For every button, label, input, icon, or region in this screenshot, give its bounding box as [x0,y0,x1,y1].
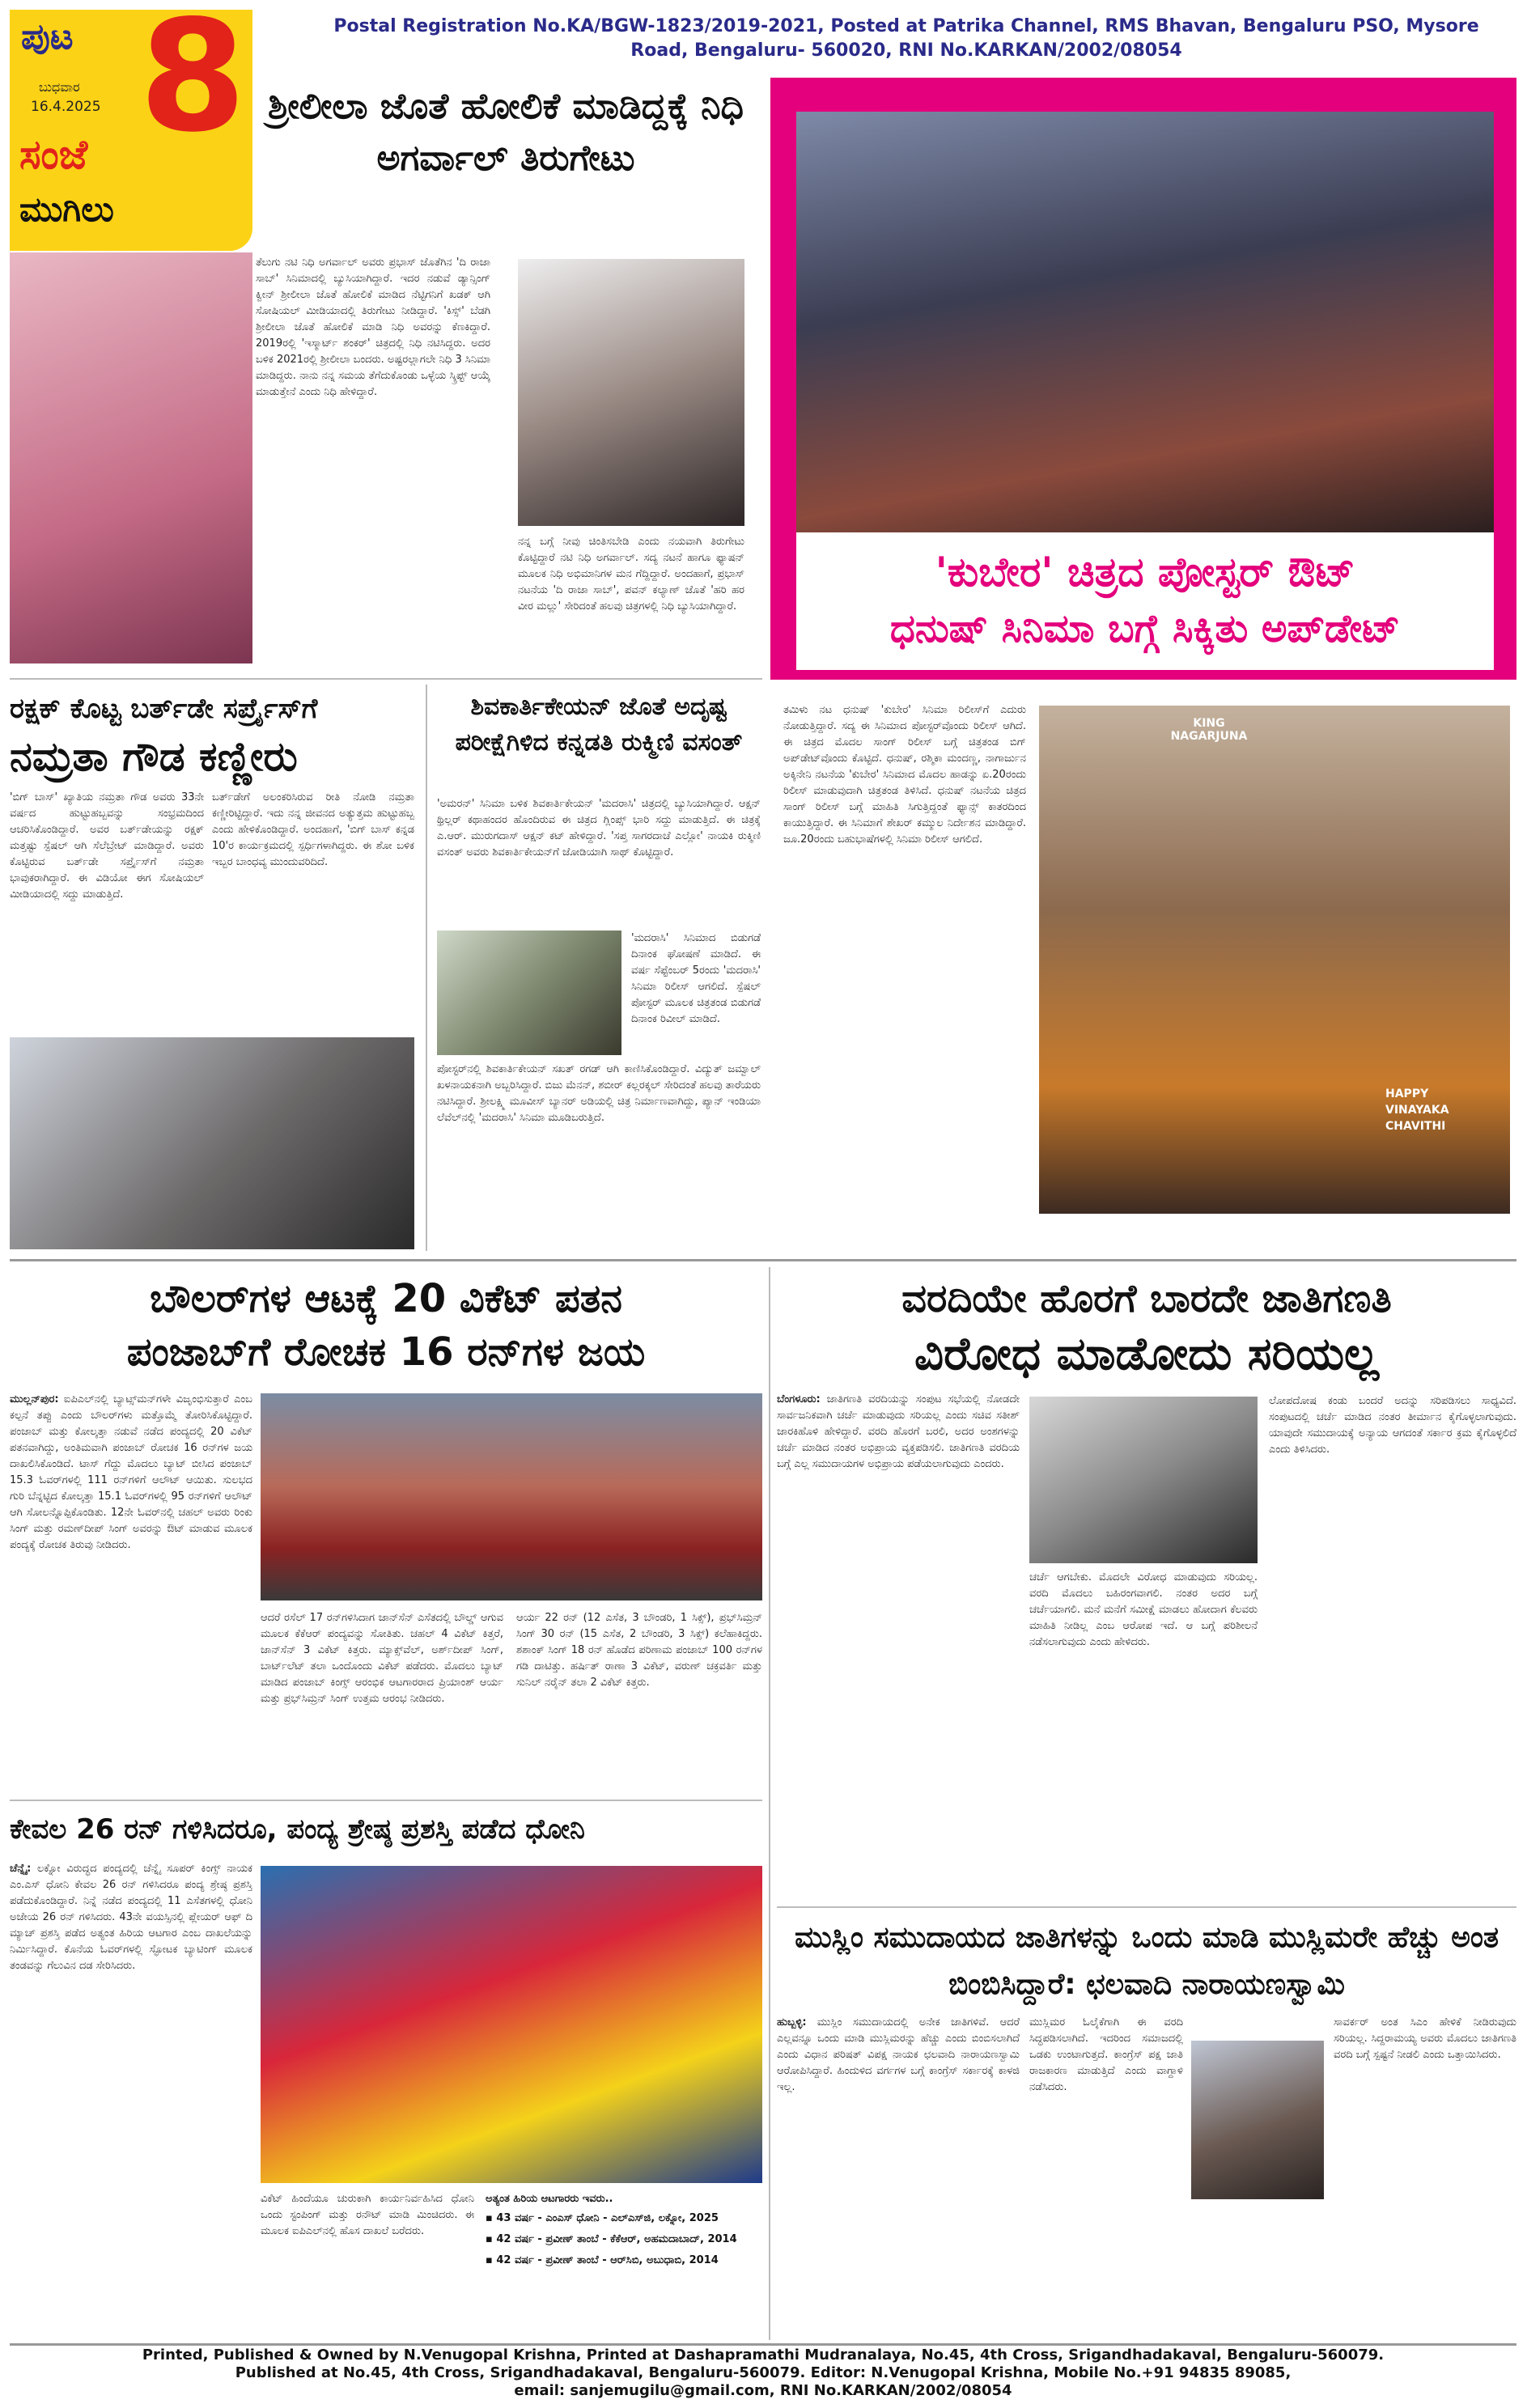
punjab-body-col1 [10,1392,252,1788]
sreeleela-body-col1: ತೆಲುಗು ನಟಿ ನಿಧಿ ಅಗರ್ವಾಲ್ ಅವರು ಪ್ರಭಾಸ್ ಜೊತೆಗಿನ 'ದಿ ರಾಜಾ ಸಾಬ್' ಸಿನಿಮಾದಲ್ಲಿ ಬ್ಯುಸಿಯಾಗಿದ್ದಾರೆ. ಇದರ ನಡುವೆ ಡ್ಯಾನ್ಸಿಂಗ್ ಕ್ವೀನ್ ಶ್ರೀಲೀಲಾ ಜೊತೆ ಹೋಲಿಕೆ ಮಾಡಿದ ನೆಟ್ಟಿಗನಿಗೆ ಖಡಕ್ ಆಗಿ ಸೋಷಿಯಲ್ ಮೀಡಿಯಾದಲ್ಲಿ ತಿರುಗೇಟು ನೀಡಿದ್ದಾರೆ. 'ಕಿಸ್ಸ್' ಬೆಡಗಿ ಶ್ರೀಲೀಲಾ ಜೊತೆ ಹೋಲಿಕೆ ಮಾಡಿ ನಿಧಿ ಅವರನ್ನು ಕೆಣಕಿದ್ದಾರೆ. 2019ರಲ್ಲಿ 'ಇಸ್ಮಾರ್ಟ್ ಶಂಕರ್' ಚಿತ್ರದಲ್ಲಿ ನಿಧಿ ನಟಿಸಿದ್ದರು. ಅದರ ಬಳಿಕ 2021ರಲ್ಲಿ ಶ್ರೀಲೀಲಾ ಬಂದರು. ಅಷ್ಟರಲ್ಲಾಗಲೇ ನಿಧಿ 3 ಸಿನಿಮಾ ಮಾಡಿದ್ದರು. ನಾನು ನನ್ನ ಸಮಯ ತೆಗೆದುಕೊಂಡು ಒಳ್ಳೆಯ ಸ್ಕ್ರಿಪ್ಟ್ ಆಯ್ಕೆ ಮಾಡುತ್ತೇನೆ ಎಂದು ನಿಧಿ ಹೇಳಿದ್ದಾರೆ. [256,256,490,398]
namratha-photo [10,1037,414,1249]
kubera-headline-1: 'ಕುಬೇರ' ಚಿತ್ರದ ಪೋಸ್ಟರ್ ಔಟ್ [935,549,1355,596]
paper-name-1: ಸಂಜೆ [19,131,88,178]
punjab-photo [261,1393,762,1600]
namratha-body-col2: ಬರ್ತ್‌ಡೇಗೆ ಅಲಂಕರಿಸಿರುವ ರೀತಿ ನೋಡಿ ನಮ್ರತಾ ಕಣ್ಣೀರಿಟ್ಟಿದ್ದಾರೆ. ಇದು ನನ್ನ ಜೀವನದ ಅತ್ಯುತ್ತಮ ಹುಟ್ಟುಹಬ್ಬ ಎಂದು ಹೇಳಿಕೊಂಡಿದ್ದಾರೆ. ಅಂದಹಾಗೆ, 'ಬಿಗ್ ಬಾಸ್ ಕನ್ನಡ 10'ರ ಕಾರ್ಯಕ್ರಮದಲ್ಲಿ ಸ್ಪರ್ಧಿಗಳಾಗಿದ್ದರು. ಈ ಶೋ ಬಳಿಕ ಇಬ್ಬರ ಬಾಂಧವ್ಯ ಮುಂದುವರಿದಿದೆ. [212,791,414,868]
punjab-body-col1-text: ಐಪಿಎಲ್‌ನಲ್ಲಿ ಬ್ಯಾಟ್ಸ್‌ಮನ್‌ಗಳೇ ವಿಜೃಂಭಿಸುತ್ತಾರೆ ಎಂಬ ಕಲ್ಪನೆ ತಪ್ಪು ಎಂದು ಬೌಲರ್‌ಗಳು ಮತ್ತೊಮ್ಮೆ ತೋರಿಸಿಕೊಟ್ಟಿದ್ದಾರೆ. ಪಂಜಾಬ್ ಮತ್ತು ಕೋಲ್ಕತ್ತಾ ನಡುವೆ ನಡೆದ ಪಂದ್ಯದಲ್ಲಿ 20 ವಿಕೆಟ್ ಪತನವಾಗಿದ್ದು, ಅಂತಿಮವಾಗಿ ಪಂಜಾಬ್ ರೋಚಕ 16 ರನ್‌ಗಳ ಜಯ ದಾಖಲಿಸಿಕೊಂಡಿದೆ. ಟಾಸ್ ಗೆದ್ದು ಮೊದಲು ಬ್ಯಾಟ್ ಬೀಸಿದ ಪಂಜಾಬ್ 15.3 ಓವರ್‌ಗಳಲ್ಲಿ 111 ರನ್‌ಗಳಿಗೆ ಆಲೌಟ್ ಆಯಿತು. ಸುಲಭದ ಗುರಿ ಬೆನ್ನಟ್ಟಿದ ಕೋಲ್ಕತ್ತಾ 15.1 ಓವರ್‌ಗಳಲ್ಲಿ 95 ರನ್‌ಗಳಿಗೆ ಆಲೌಟ್ ಆಗಿ ಸೋಲನ್ನೊಪ್ಪಿಕೊಂಡಿತು. 12ನೇ ಓವರ್‌ನಲ್ಲಿ ಚಹಲ್ ಅವರು ರಿಂಕು ಸಿಂಗ್ ಮತ್ತು ರಮಣ್‌ದೀಪ್ ಸಿಂಗ್ ಅವರನ್ನು ಔಟ್ ಮಾಡುವ ಮೂಲಕ ಪಂದ್ಯಕ್ಕೆ ರೋಚಕ ತಿರುವು ನೀಡಿದರು. [10,1393,252,1551]
namratha-headline-1: ರಕ್ಷಕ್ ಕೊಟ್ಟ ಬರ್ತ್‌ಡೇ ಸರ್ಪ್ರೈಸ್‌ಗೆ [10,693,318,725]
footer-line-1: Printed, Published & Owned by N.Venugopal Krishna, Printed at Dashapramathi Mudranalaya, No.45, 4th Cross, Srigandhadakaval, Bengaluru-560079. [142,2347,1385,2363]
dhoni-record-text: 42 ವರ್ಷ - ಪ್ರವೀಣ್ ತಾಂಬೆ - ಕೆಕೆಆರ್, ಅಹಮದಾಬಾದ್, 2014 [496,2233,737,2245]
dhoni-headline: ಕೇವಲ 26 ರನ್ ಗಳಿಸಿದರೂ, ಪಂದ್ಯ ಶ್ರೇಷ್ಠ ಪ್ರಶಸ್ತಿ ಪಡೆದ ಧೋನಿ [10,1813,585,1846]
caste-body-col1-text: ಜಾತಿಗಣತಿ ವರದಿಯನ್ನು ಸಂಪುಟ ಸಭೆಯಲ್ಲಿ ನೋಡದೇ ಸಾರ್ವಜನಿಕವಾಗಿ ಚರ್ಚೆ ಮಾಡುವುದು ಸರಿಯಲ್ಲ ಎಂದು ಸಚಿವ ಸತೀಶ್ ಜಾರಕಿಹೊಳಿ ಹೇಳಿದ್ದಾರೆ. ವರದಿ ಹೊರಗೆ ಬರಲಿ, ಅದರ ಅಂಶಗಳನ್ನು ಚರ್ಚೆ ಮಾಡಿದ ನಂತರ ಅಭಿಪ್ರಾಯ ವ್ಯಕ್ತಪಡಿಸಲಿ. ಜಾತಿಗಣತಿ ವರದಿಯ ಬಗ್ಗೆ ಎಲ್ಲ ಸಮುದಾಯಗಳ ಅಭಿಪ್ರಾಯ ಪಡೆಯಲಾಗುವುದು ಎಂದರು. [777,1393,1020,1470]
dhoni-record-item: ▪ 42 ವರ್ಷ - ಪ್ರವೀಣ್ ತಾಂಬೆ - ಕೆಕೆಆರ್, ಅಹಮದಾಬಾದ್, 2014 [486,2233,737,2245]
divider [769,1267,770,2340]
dhoni-records-box [486,2191,762,2337]
dhoni-record-text: 42 ವರ್ಷ - ಪ್ರವೀಣ್ ತಾಂಬೆ - ಆರ್‌ಸಿಬಿ, ಅಬುಧಾಬಿ, 2014 [496,2254,719,2266]
sivakarthikeyan-body-top: 'ಅಮರನ್' ಸಿನಿಮಾ ಬಳಿಕ ಶಿವಕಾರ್ತಿಕೇಯನ್ 'ಮದರಾಸಿ' ಚಿತ್ರದಲ್ಲಿ ಬ್ಯುಸಿಯಾಗಿದ್ದಾರೆ. ಆಕ್ಷನ್ ಥ್ರಿಲ್ಲರ್ ಕಥಾಹಂದರ ಹೊಂದಿರುವ ಈ ಚಿತ್ರದ ಗ್ಲಿಂಪ್ಸ್ ಭಾರಿ ಸದ್ದು ಮಾಡುತ್ತಿದೆ. ಈ ಚಿತ್ರಕ್ಕೆ ಎ.ಆರ್. ಮುರುಗದಾಸ್ ಆಕ್ಷನ್ ಕಟ್ ಹೇಳಿದ್ದಾರೆ. 'ಸಪ್ತ ಸಾಗರದಾಚೆ ಎಲ್ಲೋ' ನಾಯಕಿ ರುಕ್ಮಿಣಿ ವಸಂತ್ ಅವರು ಶಿವಕಾರ್ತಿಕೇಯನ್‌ಗೆ ಜೋಡಿಯಾಗಿ ಸಾಥ್ ಕೊಟ್ಟಿದ್ದಾರೆ. [437,798,761,858]
dhoni-body-col2: ವಿಕೆಟ್ ಹಿಂದೆಯೂ ಚುರುಕಾಗಿ ಕಾರ್ಯನಿರ್ವಹಿಸಿದ ಧೋನಿ ಒಂದು ಸ್ಟಂಪಿಂಗ್ ಮತ್ತು ರನೌಟ್ ಮಾಡಿ ಮಿಂಚಿದರು. ಈ ಮೂಲಕ ಐಪಿಎಲ್‌ನಲ್ಲಿ ಹೊಸ ದಾಖಲೆ ಬರೆದರು. [261,2193,474,2237]
sivakarthikeyan-body-right: 'ಮದರಾಸಿ' ಸಿನಿಮಾದ ಬಿಡುಗಡೆ ದಿನಾಂಕ ಘೋಷಣೆ ಮಾಡಿದೆ. ಈ ವರ್ಷ ಸೆಪ್ಟೆಂಬರ್ 5ರಂದು 'ಮದರಾಸಿ' ಸಿನಿಮಾ ರಿಲೀಸ್ ಆಗಲಿದೆ. ಸ್ಪೆಷಲ್ ಪೋಸ್ಟರ್ ಮೂಲಕ ಚಿತ್ರತಂಡ ಬಿಡುಗಡೆ ದಿನಾಂಕ ರಿವೀಲ್ ಮಾಡಿದೆ. [631,932,761,1025]
dhoni-records-title: ಅತ್ಯಂತ ಹಿರಿಯ ಆಟಗಾರರು ಇವರು.. [486,2193,613,2205]
sreeleela-body-col2: ನನ್ನ ಬಗ್ಗೆ ನೀವು ಚಿಂತಿಸಬೇಡಿ ಎಂದು ನಯವಾಗಿ ತಿರುಗೇಟು ಕೊಟ್ಟಿದ್ದಾರೆ ನಟಿ ನಿಧಿ ಅಗರ್ವಾಲ್. ಸದ್ಯ ನಟನೆ ಹಾಗೂ ಫ್ಯಾಷನ್ ಮೂಲಕ ನಿಧಿ ಅಭಿಮಾನಿಗಳ ಮನ ಗೆದ್ದಿದ್ದಾರೆ. ಅಂದಹಾಗೆ, ಪ್ರಭಾಸ್ ನಟನೆಯ 'ದಿ ರಾಜಾ ಸಾಬ್', ಪವನ್ ಕಲ್ಯಾಣ್ ಜೊತೆ 'ಹರಿ ಹರ ವೀರ ಮಲ್ಲು' ಸೇರಿದಂತೆ ಹಲವು ಚಿತ್ರಗಳಲ್ಲಿ ನಿಧಿ ಬ್ಯುಸಿಯಾಗಿದ್ದಾರೆ. [518,536,744,613]
nidhi-photo [518,259,744,526]
poster-greeting: HAPPY VINAYAKA CHAVITHI [1385,1087,1449,1133]
punjab-dateline: ಮುಲ್ಲನ್‌ಪುರ: [10,1393,59,1405]
caste-body-col3: ಲೋಪದೋಷ ಕಂಡು ಬಂದರೆ ಅದನ್ನು ಸರಿಪಡಿಸಲು ಸಾಧ್ಯವಿದೆ. ಸಂಪುಟದಲ್ಲಿ ಚರ್ಚೆ ಮಾಡಿದ ನಂತರ ತೀರ್ಮಾನ ಕೈಗೊಳ್ಳಲಾಗುವುದು. ಯಾವುದೇ ಸಮುದಾಯಕ್ಕೆ ಅನ್ಯಾಯ ಆಗದಂತೆ ಸರ್ಕಾರ ಕ್ರಮ ಕೈಗೊಳ್ಳಲಿದೆ ಎಂದು ತಿಳಿಸಿದರು. [1269,1395,1516,1456]
footer [10,2347,1516,2400]
divider [777,1906,1516,1908]
muslim-headline: ಮುಸ್ಲಿಂ ಸಮುದಾಯದ ಜಾತಿಗಳನ್ನು ಒಂದು ಮಾಡಿ ಮುಸ್ಲಿಮರೇ ಹೆಚ್ಚು ಅಂತ ಬಿಂಬಿಸಿದ್ದಾರೆ: ಛಲವಾದಿ ನಾರಾಯಣಸ್ವಾಮಿ [794,1921,1499,2001]
punjab-body-col2: ಆದರೆ ರಸೆಲ್ 17 ರನ್‌ಗಳಿಸಿದಾಗ ಜಾನ್‌ಸೆನ್ ಎಸೆತದಲ್ಲಿ ಬೌಲ್ಡ್ ಆಗುವ ಮೂಲಕ ಕೆಕೆಆರ್ ಪಂದ್ಯವನ್ನು ಸೋತಿತು. ಚಹಲ್ 4 ವಿಕೆಟ್ ಕಿತ್ತರೆ, ಜಾನ್‌ಸೆನ್ 3 ವಿಕೆಟ್ ಕಿತ್ತರು. ಮ್ಯಾಕ್ಸ್‌ವೆಲ್, ಅರ್ಶ್‌ದೀಪ್ ಸಿಂಗ್, ಬಾರ್ಟ್‌ಲೆಟ್ ತಲಾ ಒಂದೊಂದು ವಿಕೆಟ್ ಪಡೆದರು. ಮೊದಲು ಬ್ಯಾಟ್ ಮಾಡಿದ ಪಂಜಾಬ್ ಕಿಂಗ್ಸ್ ಆರಂಭಿಕ ಆಟಗಾರರಾದ ಪ್ರಿಯಾಂಶ್ ಆರ್ಯ ಮತ್ತು ಪ್ರಭ್‌ಸಿಮ್ರನ್ ಸಿಂಗ್ ಉತ್ತಮ ಆರಂಭ ನೀಡಿದರು. [261,1612,503,1705]
page-word: ಪುಟ [21,16,74,57]
dhoni-photo [261,1866,762,2183]
footer-line-3: email: sanjemugilu@gmail.com, RNI No.KARKAN/2002/08054 [514,2382,1012,2399]
postal-registration: Postal Registration No.KA/BGW-1823/2019-2021, Posted at Patrika Channel, RMS Bhavan, Bengaluru PSO, Mysore Road, Bengaluru- 560020, RNI No.KARKAN/2002/08054 [333,16,1479,61]
divider [426,685,427,1251]
sivakarthikeyan-body-bottom: ಪೋಸ್ಟರ್‌ನಲ್ಲಿ ಶಿವಕಾರ್ತಿಕೇಯನ್ ಸಖತ್ ರಗಡ್ ಆಗಿ ಕಾಣಿಸಿಕೊಂಡಿದ್ದಾರೆ. ವಿದ್ಯುತ್ ಜಮ್ವಾಲ್ ಖಳನಾಯಕನಾಗಿ ಅಬ್ಬರಿಸಿದ್ದಾರೆ. ಬಿಜು ಮೆನನ್, ಶಬೀರ್ ಕಲ್ಲರಕ್ಕಲ್ ಸೇರಿದಂತೆ ಹಲವು ತಾರೆಯರು ನಟಿಸಿದ್ದಾರೆ. ಶ್ರೀಲಕ್ಷ್ಮಿ ಮೂವೀಸ್ ಬ್ಯಾನರ್ ಅಡಿಯಲ್ಲಿ ಚಿತ್ರ ನಿರ್ಮಾಣವಾಗಿದ್ದು, ಪ್ಯಾನ್ ಇಂಡಿಯಾ ಲೆವೆಲ್‌ನಲ್ಲಿ 'ಮದರಾಸಿ' ಸಿನಿಮಾ ಮೂಡಿಬರುತ್ತಿದೆ. [437,1063,761,1124]
divider [10,1800,762,1801]
caste-body-col2: ಚರ್ಚೆ ಆಗಬೇಕು. ಮೊದಲೇ ವಿರೋಧ ಮಾಡುವುದು ಸರಿಯಲ್ಲ. ವರದಿ ಮೊದಲು ಬಹಿರಂಗವಾಗಲಿ. ನಂತರ ಅದರ ಬಗ್ಗೆ ಚರ್ಚೆಯಾಗಲಿ. ಮನೆ ಮನೆಗೆ ಸಮೀಕ್ಷೆ ಮಾಡಲು ಹೋದಾಗ ಕೆಲವರು ಮಾಹಿತಿ ನೀಡಿಲ್ಲ ಎಂಬ ಆರೋಪ ಇದೆ. ಆ ಬಗ್ಗೆ ಪರಿಶೀಲನೆ ನಡೆಸಲಾಗುವುದು ಎಂದು ಹೇಳಿದರು. [1029,1571,1258,1648]
kubera-still-photo [796,112,1494,532]
page-number: 8 [139,0,247,166]
namratha-headline-2: ನಮ್ರತಾ ಗೌಡ ಕಣ್ಣೀರು [10,733,298,780]
poster-names: KING NAGARJUNA [1170,717,1248,743]
kubera-box [770,78,1516,680]
muslim-photo [1191,2041,1324,2199]
kubera-body: ತಮಿಳು ನಟ ಧನುಷ್ 'ಕುಬೇರ' ಸಿನಿಮಾ ರಿಲೀಸ್‌ಗೆ ಎದುರು ನೋಡುತ್ತಿದ್ದಾರೆ. ಸದ್ಯ ಈ ಸಿನಿಮಾದ ಪೋಸ್ಟರ್‌ವೊಂದು ರಿಲೀಸ್ ಆಗಿದೆ. ಈ ಚಿತ್ರದ ಮೊದಲ ಸಾಂಗ್ ರಿಲೀಸ್ ಬಗ್ಗೆ ಚಿತ್ರತಂಡ ಬಿಗ್ ಅಪ್‌ಡೇಟ್‌ವೊಂದು ಕೊಟ್ಟಿದೆ. ಧನುಷ್, ರಶ್ಮಿಕಾ ಮಂದಣ್ಣ, ನಾಗಾರ್ಜುನ ಅಕ್ಕಿನೇನಿ ನಟನೆಯ 'ಕುಬೇರ' ಸಿನಿಮಾದ ಮೊದಲ ಹಾಡನ್ನು ಏ.20ರಂದು ರಿಲೀಸ್ ಮಾಡುವುದಾಗಿ ಚಿತ್ರತಂಡ ತಿಳಿಸಿದೆ. ಧನುಷ್ ನಟನೆಯ ಚಿತ್ರದ ಸಾಂಗ್ ರಿಲೀಸ್ ಬಗ್ಗೆ ಮಾಹಿತಿ ಸಿಗುತ್ತಿದ್ದಂತೆ ಫ್ಯಾನ್ಸ್ ಕಾತರದಿಂದ ಕಾಯುತ್ತಿದ್ದಾರೆ. ಈ ಸಿನಿಮಾಗೆ ಶೇಖರ್ ಕಮ್ಮುಲ ನಿರ್ದೇಶನ ಮಾಡಿದ್ದಾರೆ. ಜೂ.20ರಂದು ಬಹುಭಾಷೆಗಳಲ್ಲಿ ಸಿನಿಮಾ ರಿಲೀಸ್ ಆಗಲಿದೆ. [783,704,1026,846]
muslim-dateline: ಹುಬ್ಬಳ್ಳಿ: [777,2016,807,2029]
caste-dateline: ಬೆಂಗಳೂರು: [777,1393,821,1405]
dhoni-body-col1-text: ಲಕ್ನೋ ವಿರುದ್ಧದ ಪಂದ್ಯದಲ್ಲಿ ಚೆನ್ನೈ ಸೂಪರ್ ಕಿಂಗ್ಸ್ ನಾಯಕ ಎಂ.ಎಸ್ ಧೋನಿ ಕೇವಲ 26 ರನ್ ಗಳಿಸಿದರೂ ಪಂದ್ಯ ಶ್ರೇಷ್ಠ ಪ್ರಶಸ್ತಿ ಪಡೆದುಕೊಂಡಿದ್ದಾರೆ. ನಿನ್ನೆ ನಡೆದ ಪಂದ್ಯದಲ್ಲಿ 11 ಎಸೆತಗಳಲ್ಲಿ ಧೋನಿ ಅಜೇಯ 26 ರನ್ ಗಳಿಸಿದರು. 43ನೇ ವಯಸ್ಸಿನಲ್ಲಿ ಪ್ಲೇಯರ್ ಆಫ್ ದಿ ಮ್ಯಾಚ್ ಪ್ರಶಸ್ತಿ ಪಡೆದ ಅತ್ಯಂತ ಹಿರಿಯ ಆಟಗಾರ ಎಂಬ ದಾಖಲೆಯನ್ನು ನಿರ್ಮಿಸಿದ್ದಾರೆ. ಕೊನೆಯ ಓವರ್‌ಗಳಲ್ಲಿ ಸ್ಫೋಟಕ ಬ್ಯಾಟಿಂಗ್ ಮೂಲಕ ತಂಡವನ್ನು ಗೆಲುವಿನ ದಡ ಸೇರಿಸಿದರು. [10,1863,252,1972]
muslim-body-col3: ಸಾವರ್ಕರ್ ಅಂತ ಸಿಎಂ ಹೇಳಿಕೆ ನೀಡಿರುವುದು ಸರಿಯಲ್ಲ. ಸಿದ್ದರಾಮಯ್ಯ ಅವರು ಮೊದಲು ಜಾತಿಗಣತಿ ವರದಿ ಬಗ್ಗೆ ಸ್ಪಷ್ಟನೆ ನೀಡಲಿ ಎಂದು ಒತ್ತಾಯಿಸಿದರು. [1334,2016,1516,2061]
dhoni-record-item: ▪ 42 ವರ್ಷ - ಪ್ರವೀಣ್ ತಾಂಬೆ - ಆರ್‌ಸಿಬಿ, ಅಬುಧಾಬಿ, 2014 [486,2254,719,2266]
dhoni-body-col1 [10,1861,252,2335]
date: 16.4.2025 [31,99,101,115]
kubera-headline-2: ಧನುಷ್ ಸಿನಿಮಾ ಬಗ್ಗೆ ಸಿಕ್ಕಿತು ಅಪ್‌ಡೇಟ್ [889,606,1401,651]
sivakarthikeyan-headline: ಶಿವಕಾರ್ತಿಕೇಯನ್ ಜೊತೆ ಅದೃಷ್ಟ ಪರೀಕ್ಷೆಗಿಳಿದ ಕನ್ನಡತಿ ರುಕ್ಮಿಣಿ ವಸಂತ್ [455,693,743,757]
dhoni-dateline: ಚೆನ್ನೈ: [10,1863,32,1875]
sreeleela-headline: ಶ್ರೀಲೀಲಾ ಜೊತೆ ಹೋಲಿಕೆ ಮಾಡಿದ್ದಕ್ಕೆ ನಿಧಿ ಅಗರ್ವಾಲ್ ತಿರುಗೇಟು [268,86,744,179]
sreeleela-photo [10,252,252,663]
muslim-body-col2: ಮುಸ್ಲಿಮರ ಓಲೈಕೆಗಾಗಿ ಈ ವರದಿ ಸಿದ್ಧಪಡಿಸಲಾಗಿದೆ. ಇದರಿಂದ ಸಮಾಜದಲ್ಲಿ ಒಡಕು ಉಂಟಾಗುತ್ತದೆ. ಕಾಂಗ್ರೆಸ್ ಪಕ್ಷ ಜಾತಿ ರಾಜಕಾರಣ ಮಾಡುತ್ತಿದೆ ಎಂದು ವಾಗ್ದಾಳಿ ನಡೆಸಿದರು. [1029,2016,1183,2093]
divider [10,2343,1516,2346]
kubera-poster [1039,706,1510,1214]
caste-headline-1: ವರದಿಯೇ ಹೊರಗೆ ಬಾರದೇ ಜಾತಿಗಣತಿ [901,1276,1392,1321]
divider [10,678,762,680]
divider [10,1259,1516,1261]
sivakarthikeyan-photo [437,931,621,1055]
punjab-body-col3: ಆರ್ಯ 22 ರನ್ (12 ಎಸೆತ, 3 ಬೌಂಡರಿ, 1 ಸಿಕ್ಸ್), ಪ್ರಭ್‌ಸಿಮ್ರನ್ ಸಿಂಗ್ 30 ರನ್ (15 ಎಸೆತ, 2 ಬೌಂಡರಿ, 3 ಸಿಕ್ಸ್) ಕಲೆಹಾಕಿದ್ದರು. ಶಶಾಂಕ್ ಸಿಂಗ್ 18 ರನ್ ಹೊಡೆದ ಪರಿಣಾಮ ಪಂಜಾಬ್ 100 ರನ್‌ಗಳ ಗಡಿ ದಾಟಿತ್ತು. ಹರ್ಷಿತ್ ರಾಣಾ 3 ವಿಕೆಟ್, ವರುಣ್ ಚಕ್ರವರ್ತಿ ಮತ್ತು ಸುನಿಲ್ ನರೈನ್ ತಲಾ 2 ವಿಕೆಟ್ ಕಿತ್ತರು. [516,1612,762,1689]
caste-photo [1029,1397,1258,1563]
dhoni-record-item: ▪ 43 ವರ್ಷ - ಎಂಎಸ್ ಧೋನಿ - ಎಲ್‌ಎಸ್‌ಜಿ, ಲಕ್ನೋ, 2025 [486,2212,719,2224]
masthead [10,0,252,251]
muslim-body-col1-text: ಮುಸ್ಲಿಂ ಸಮುದಾಯದಲ್ಲಿ ಅನೇಕ ಜಾತಿಗಳಿವೆ. ಆದರೆ ಎಲ್ಲವನ್ನೂ ಒಂದು ಮಾಡಿ ಮುಸ್ಲಿಮರನ್ನು ಹೆಚ್ಚು ಎಂದು ಬಿಂಬಿಸಲಾಗಿದೆ ಎಂದು ವಿಧಾನ ಪರಿಷತ್ ವಿಪಕ್ಷ ನಾಯಕ ಛಲವಾದಿ ನಾರಾಯಣಸ್ವಾಮಿ ಆರೋಪಿಸಿದ್ದಾರೆ. ಹಿಂದುಳಿದ ವರ್ಗಗಳ ಬಗ್ಗೆ ಕಾಂಗ್ರೆಸ್ ಸರ್ಕಾರಕ್ಕೆ ಕಾಳಜಿ ಇಲ್ಲ. [777,2016,1020,2093]
muslim-body-col1 [777,2015,1020,2335]
caste-body-col1 [777,1392,1020,1898]
caste-headline-2: ವಿರೋಧ ಮಾಡೋದು ಸರಿಯಲ್ಲ [914,1328,1380,1380]
punjab-headline-2: ಪಂಜಾಬ್‌ಗೆ ರೋಚಕ 16 ರನ್‌ಗಳ ಜಯ [126,1329,646,1375]
kubera-headline-band [796,532,1494,670]
namratha-body-col1: 'ಬಿಗ್ ಬಾಸ್' ಖ್ಯಾತಿಯ ನಮ್ರತಾ ಗೌಡ ಅವರು 33ನೇ ವರ್ಷದ ಹುಟ್ಟುಹಬ್ಬವನ್ನು ಸಂಭ್ರಮದಿಂದ ಆಚರಿಸಿಕೊಂಡಿದ್ದಾರೆ. ಅವರ ಬರ್ತ್‌ಡೇಯನ್ನು ರಕ್ಷಕ್ ಮತ್ತಷ್ಟು ಸ್ಪೆಷಲ್ ಆಗಿ ಸೆಲೆಬ್ರೇಟ್ ಮಾಡಿದ್ದಾರೆ. ಅವರು ಕೊಟ್ಟಿರುವ ಬರ್ತ್‌ಡೇ ಸರ್ಪ್ರೈಸ್‌ಗೆ ನಮ್ರತಾ ಭಾವುಕರಾಗಿದ್ದಾರೆ. ಈ ವಿಡಿಯೋ ಈಗ ಸೋಷಿಯಲ್ ಮೀಡಿಯಾದಲ್ಲಿ ಸದ್ದು ಮಾಡುತ್ತಿದೆ. [10,791,204,901]
weekday: ಬುಧವಾರ [39,79,80,95]
dhoni-record-text: 43 ವರ್ಷ - ಎಂಎಸ್ ಧೋನಿ - ಎಲ್‌ಎಸ್‌ಜಿ, ಲಕ್ನೋ, 2025 [496,2212,719,2224]
paper-name-2: ಮುಗಿಲು [19,189,114,229]
footer-line-2: Published at No.45, 4th Cross, Srigandhadakaval, Bengaluru-560079. Editor: N.Venugopal Krishna, Mobile No.+91 94835 89085, [235,2364,1292,2381]
punjab-headline-1: ಬೌಲರ್‌ಗಳ ಆಟಕ್ಕೆ 20 ವಿಕೆಟ್ ಪತನ [150,1276,622,1321]
